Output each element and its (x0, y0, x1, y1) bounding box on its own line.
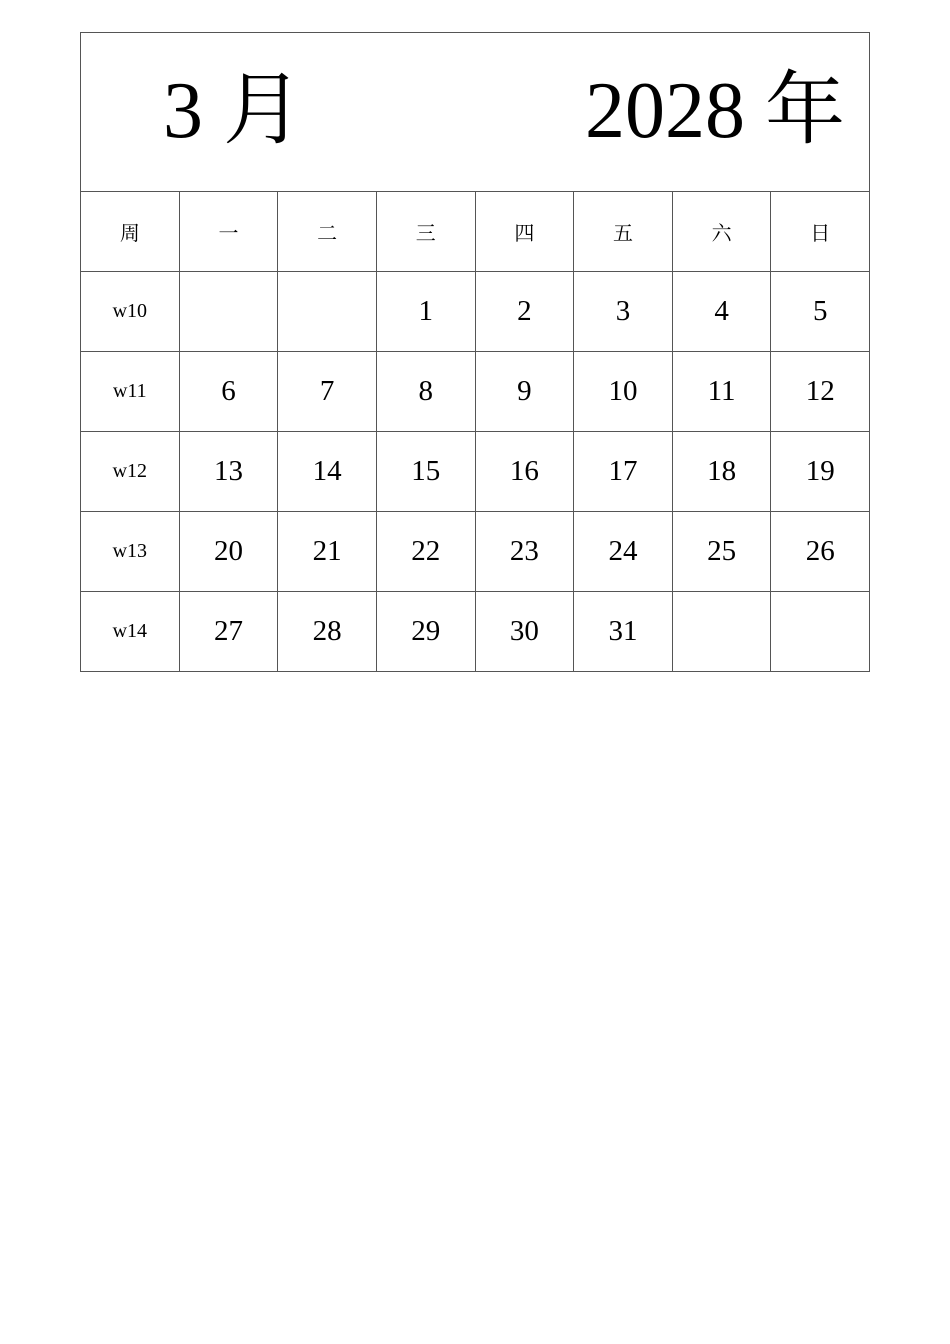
year-title (585, 67, 845, 155)
day-cell: 20 (179, 512, 278, 592)
day-cell: 9 (475, 352, 574, 432)
weekday-monday: 一 (179, 192, 278, 272)
day-cell: 18 (672, 432, 771, 512)
day-cell: 22 (376, 512, 475, 592)
calendar-header-row (81, 33, 870, 192)
month-title (163, 67, 303, 155)
week-number: w10 (81, 272, 180, 352)
day-cell: 1 (376, 272, 475, 352)
weekday-thursday: 四 (475, 192, 574, 272)
calendar-header (81, 33, 870, 192)
day-cell (179, 272, 278, 352)
week-number: w14 (81, 592, 180, 672)
calendar-table (80, 32, 870, 672)
day-cell: 6 (179, 352, 278, 432)
year-unit: 年 (765, 67, 845, 155)
day-cell: 8 (376, 352, 475, 432)
day-cell: 11 (672, 352, 771, 432)
weekday-tuesday: 二 (278, 192, 377, 272)
day-cell: 3 (574, 272, 673, 352)
day-cell: 29 (376, 592, 475, 672)
year-number: 2028 (585, 67, 745, 155)
day-cell (672, 592, 771, 672)
weekday-sunday: 日 (771, 192, 870, 272)
week-number: w11 (81, 352, 180, 432)
day-cell: 12 (771, 352, 870, 432)
week-row (81, 432, 870, 512)
weekday-header-row (81, 192, 870, 272)
day-cell: 31 (574, 592, 673, 672)
week-row (81, 512, 870, 592)
day-cell: 5 (771, 272, 870, 352)
weekday-friday: 五 (574, 192, 673, 272)
week-number: w12 (81, 432, 180, 512)
day-cell: 23 (475, 512, 574, 592)
day-cell (278, 272, 377, 352)
day-cell: 21 (278, 512, 377, 592)
weekday-saturday: 六 (672, 192, 771, 272)
week-number: w13 (81, 512, 180, 592)
week-row (81, 272, 870, 352)
day-cell: 7 (278, 352, 377, 432)
week-row (81, 352, 870, 432)
week-column-header: 周 (81, 192, 180, 272)
day-cell: 14 (278, 432, 377, 512)
weekday-wednesday: 三 (376, 192, 475, 272)
day-cell: 25 (672, 512, 771, 592)
day-cell: 15 (376, 432, 475, 512)
day-cell: 16 (475, 432, 574, 512)
day-cell: 13 (179, 432, 278, 512)
month-number: 3 (163, 67, 203, 155)
day-cell: 17 (574, 432, 673, 512)
day-cell: 28 (278, 592, 377, 672)
day-cell: 27 (179, 592, 278, 672)
day-cell: 19 (771, 432, 870, 512)
day-cell (771, 592, 870, 672)
week-row (81, 592, 870, 672)
day-cell: 26 (771, 512, 870, 592)
day-cell: 10 (574, 352, 673, 432)
day-cell: 30 (475, 592, 574, 672)
month-unit: 月 (223, 67, 303, 155)
day-cell: 4 (672, 272, 771, 352)
day-cell: 24 (574, 512, 673, 592)
day-cell: 2 (475, 272, 574, 352)
